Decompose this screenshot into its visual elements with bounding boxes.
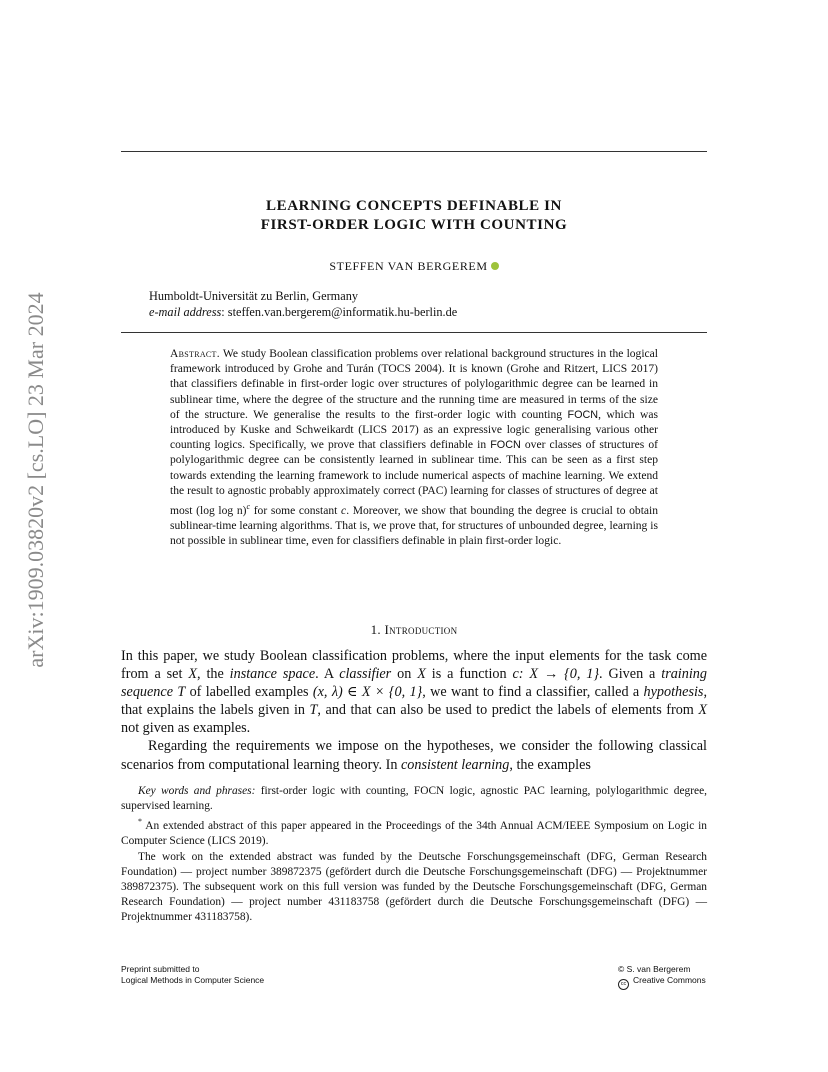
footnotes [121, 784, 707, 926]
title-line-2: FIRST-ORDER LOGIC WITH COUNTING [260, 217, 568, 233]
license-text: Creative Commons [633, 974, 706, 985]
institution: Humboldt-Universität zu Berlin, Germany [149, 289, 358, 303]
focn-term: FOCN [567, 408, 599, 421]
section-title: Introduction [384, 622, 458, 637]
abstract-text: We study Boolean classification problems over relational background structures in the logical framework introduced by Grohe and Turán (TOCS 2004). It is known (Grohe and Ritzert, LICS 2017) that classifiers definable in first-order logic over structures of polylogarithmic degree can be learned in sublinear time, where the degree of the structure and the running time are measured in terms of the size of the structure. We generalise the results to the first-order logic with counting [170, 348, 658, 421]
email-line: e-mail address: steffen.van.bergerem@informatik.hu-berlin.de [149, 304, 458, 319]
email-address[interactable]: steffen.van.bergerem@informatik.hu-berlin.de [227, 304, 458, 319]
focn-term: FOCN [490, 439, 521, 452]
footer-venue [121, 964, 264, 985]
funding-note: The work on the extended abstract was funded by the Deutsche Forschungsgemeinschaft (DFG, German Research Foundation) — project number 389872375 (gefördert durch die Deutsche Forschungsgemeinschaft (DFG) — Projektnummer 389872375). The subsequent work on this full version was funded by the Deutsche Forschungsgemeinschaft (DFG, German Research Foundation) — project number 431183758 (gefördert durch die Deutsche Forschungsgemeinschaft (DFG) — Projektnummer 431183758). [121, 850, 707, 924]
title-line-1: LEARNING CONCEPTS DEFINABLE IN [266, 198, 562, 214]
copyright-line: © S. van Bergerem [618, 964, 691, 974]
section-number: 1. [370, 622, 381, 637]
intro-paragraph-2: Regarding the requirements we impose on the hypotheses, we consider the following classical scenarios from computational learning theory. In consistent learning, the examples [121, 738, 707, 773]
abstract-text: over classes of structures of polylogarithmic degree can be consistently learned in sublinear time. This can be seen as a first step towards extending the learning framework to include numerical aspects of machine learning. We extend the result to agnostic probably approximately correct (PAC) learning for classes of structures of degree at most [170, 439, 658, 517]
creative-commons-icon: cc [618, 979, 629, 990]
abstract-label: Abstract. [170, 348, 220, 360]
section-heading [121, 622, 707, 638]
keywords-note: Key words and phrases: first-order logic with counting, FOCN logic, agnostic PAC learning, polylogarithmic degree, supervised learning. [121, 785, 707, 813]
footer-line-1: Preprint submitted to [121, 964, 200, 974]
email-label: e-mail address [149, 304, 222, 319]
abstract [170, 347, 658, 549]
author [121, 259, 707, 274]
affiliation [149, 289, 457, 320]
arxiv-stamp: arXiv:1909.03820v2 [cs.LO] 23 Mar 2024 [23, 292, 48, 668]
introduction-body [121, 647, 707, 774]
abstract-text: for some constant [250, 504, 342, 517]
degree-formula: (log log n)$^c$ [196, 502, 251, 517]
abstract-text: . Moreover, we show that bounding the degree is crucial to obtain sublinear-time learning algorithms. That is, we prove that, for structures of unbounded degree, learning is not possible in sublinear time, even for classifiers definable in plain first-order logic. [170, 504, 659, 548]
author-name: STEFFEN VAN BERGEREM [329, 259, 488, 273]
footer-license [618, 964, 706, 990]
intro-paragraph-1: In this paper, we study Boolean classification problems, where the input elements for the task come from a set X, the instance space. A classifier on X is a function c: X → {0, 1}. Given a training sequence T of labelled examples (x, λ) ∈ X × {0, 1}, we want to find a classifier, called a hypothesis, that explains the labels given in T, and that can also be used to predict the labels of elements from X not given as examples. [121, 648, 707, 737]
footer-line-2: Logical Methods in Computer Science [121, 974, 265, 985]
top-rule [121, 151, 707, 152]
constant-c: c [341, 504, 347, 517]
abstract-rule [121, 332, 707, 333]
license-line[interactable] [618, 975, 706, 990]
extended-abstract-note: * An extended abstract of this paper appeared in the Proceedings of the 34th Annual ACM/IEEE Symposium on Logic in Computer Science (LICS 2019). [121, 817, 707, 848]
abstract-text: , which was introduced by Kuske and Schweikardt (LICS 2017) as an expressive logic generalising various other counting logics. Specifically, we prove that classifiers definable in [170, 408, 659, 452]
paper-title [121, 197, 707, 235]
orcid-icon[interactable] [491, 262, 499, 270]
